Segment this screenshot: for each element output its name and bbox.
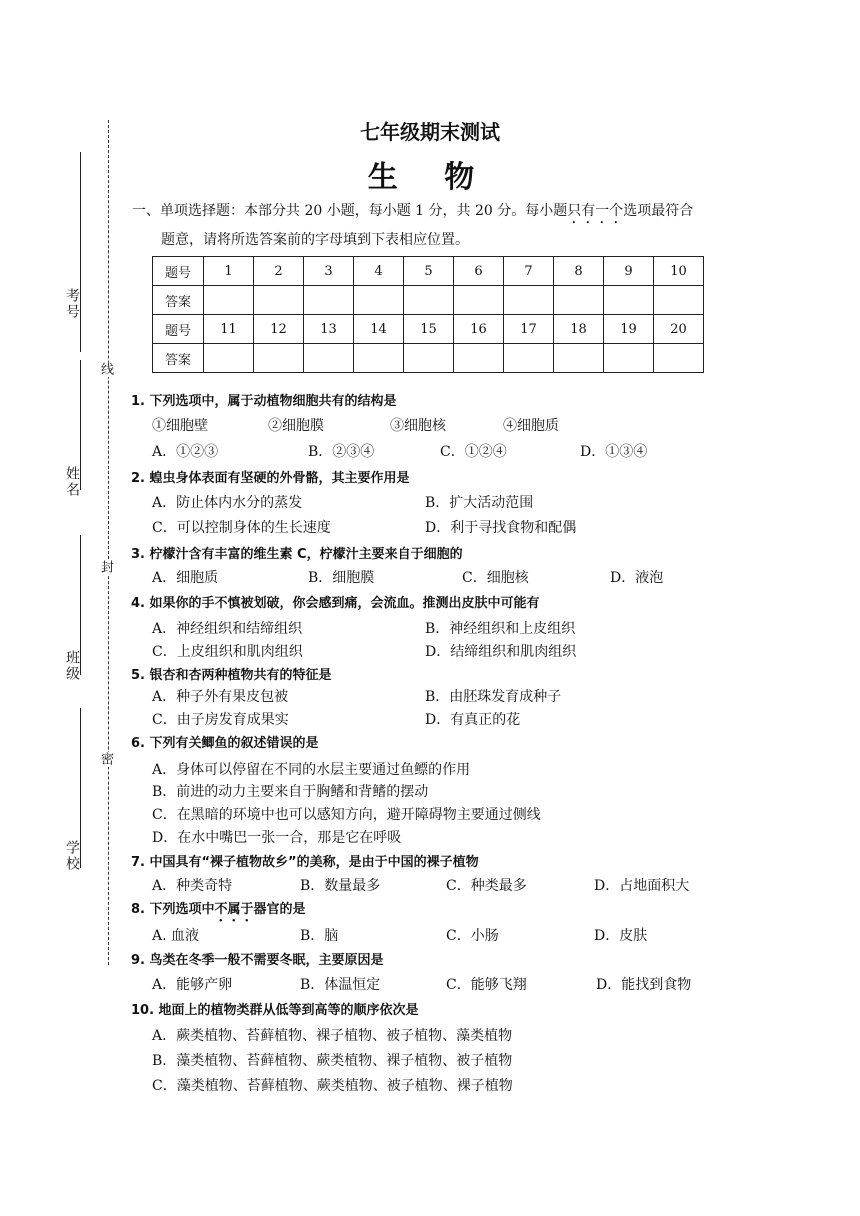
q8-option-a[interactable]: A. 血液	[152, 928, 200, 944]
exam-number-label: 考号	[64, 288, 80, 320]
question-7-stem: 7. 中国具有“裸子植物故乡”的美称，是由于中国的裸子植物	[131, 855, 479, 870]
q3-option-d[interactable]: D．液泡	[610, 570, 664, 586]
question-5-stem: 5. 银杏和杏两种植物共有的特征是	[131, 668, 332, 683]
q8-stem-post: 器官的是	[253, 902, 306, 917]
q8-option-b[interactable]: B．脑	[300, 928, 339, 944]
exam-title: 七年级期末测试	[360, 120, 500, 144]
answer-cell[interactable]	[454, 286, 504, 315]
question-3-stem: 3. 柠檬汁含有丰富的维生素 C，柠檬汁主要来自于细胞的	[131, 547, 463, 562]
answer-cell[interactable]	[254, 344, 304, 373]
instructions-line2: 题意，请将所选答案前的字母填到下表相应位置。	[161, 232, 469, 248]
q7-option-b[interactable]: B．数量最多	[300, 878, 381, 894]
q5-option-c[interactable]: C．由子房发育成果实	[152, 712, 289, 728]
question-number: 6	[454, 257, 504, 286]
q2-option-a[interactable]: A．防止体内水分的蒸发	[152, 495, 303, 511]
q6-option-d[interactable]: D．在水中嘴巴一张一合，那是它在呼吸	[152, 830, 402, 846]
cut-mark-feng: 封	[98, 560, 113, 575]
school-line	[80, 708, 81, 868]
q1-option-a[interactable]: A．①②③	[152, 444, 219, 460]
table-row	[153, 315, 704, 344]
q8-stem-pre: 8. 下列选项中	[131, 902, 215, 917]
table-row	[153, 286, 704, 315]
q3-option-a[interactable]: A．细胞质	[152, 570, 219, 586]
name-label: 姓名	[64, 466, 80, 498]
answer-cell[interactable]	[204, 286, 254, 315]
question-number: 15	[404, 315, 454, 344]
answer-cell[interactable]	[554, 344, 604, 373]
answer-cell[interactable]	[254, 286, 304, 315]
q9-option-a[interactable]: A．能够产卵	[152, 977, 233, 993]
q1-item: ②细胞膜	[268, 418, 324, 434]
q10-option-a[interactable]: A．蕨类植物、苔藓植物、裸子植物、被子植物、藻类植物	[152, 1028, 513, 1044]
answer-cell[interactable]	[504, 344, 554, 373]
class-line	[80, 535, 81, 675]
question-number: 1	[204, 257, 254, 286]
answer-cell[interactable]	[454, 344, 504, 373]
class-label: 班级	[64, 650, 80, 682]
question-number: 19	[604, 315, 654, 344]
question-number: 2	[254, 257, 304, 286]
q8-option-d[interactable]: D．皮肤	[594, 928, 648, 944]
answer-cell[interactable]	[604, 286, 654, 315]
q7-option-c[interactable]: C．种类最多	[446, 878, 527, 894]
answer-cell[interactable]	[654, 344, 704, 373]
instructions-emphasis: 只有一个	[567, 203, 624, 219]
question-number: 18	[554, 315, 604, 344]
question-9-stem: 9. 鸟类在冬季一般不需要冬眠，主要原因是	[131, 953, 384, 968]
answer-table	[152, 256, 704, 373]
question-number: 5	[404, 257, 454, 286]
q1-item: ③细胞核	[390, 418, 446, 434]
q6-option-c[interactable]: C．在黑暗的环境中也可以感知方向，避开障碍物主要通过侧线	[152, 807, 541, 823]
q3-option-c[interactable]: C．细胞核	[462, 570, 529, 586]
q4-option-a[interactable]: A．神经组织和结缔组织	[152, 621, 303, 637]
q10-option-b[interactable]: B．藻类植物、苔藓植物、蕨类植物、裸子植物、被子植物	[152, 1053, 513, 1069]
section-instructions	[132, 198, 732, 253]
instructions-line1-pre: 一、单项选择题：本部分共 20 小题，每小题 1 分，共 20 分。每小题	[132, 203, 568, 219]
answer-cell[interactable]	[654, 286, 704, 315]
row-header: 答案	[153, 344, 204, 373]
question-number: 17	[504, 315, 554, 344]
answer-cell[interactable]	[604, 344, 654, 373]
q5-option-d[interactable]: D．有真正的花	[425, 712, 521, 728]
question-2-stem: 2. 蝗虫身体表面有坚硬的外骨骼，其主要作用是	[131, 471, 410, 486]
name-line	[80, 360, 81, 490]
q1-item: ①细胞壁	[152, 418, 208, 434]
answer-cell[interactable]	[404, 286, 454, 315]
q1-option-d[interactable]: D．①③④	[580, 444, 648, 460]
q3-option-b[interactable]: B．细胞膜	[308, 570, 375, 586]
answer-cell[interactable]	[354, 286, 404, 315]
question-number: 16	[454, 315, 504, 344]
question-number: 3	[304, 257, 354, 286]
answer-cell[interactable]	[504, 286, 554, 315]
cut-mark-mi: 密	[98, 752, 113, 767]
question-6-stem: 6. 下列有关鲫鱼的叙述错误的是	[131, 736, 319, 751]
cut-mark-xian: 线	[98, 362, 113, 377]
cut-line	[108, 120, 109, 965]
q6-option-b[interactable]: B．前进的动力主要来自于胸鳍和背鳍的摆动	[152, 784, 429, 800]
q2-option-b[interactable]: B．扩大活动范围	[425, 495, 534, 511]
row-header: 答案	[153, 286, 204, 315]
q1-option-c[interactable]: C．①②④	[440, 444, 507, 460]
q9-option-c[interactable]: C．能够飞翔	[446, 977, 527, 993]
q1-option-b[interactable]: B．②③④	[308, 444, 375, 460]
question-number: 12	[254, 315, 304, 344]
question-number: 10	[654, 257, 704, 286]
q4-option-c[interactable]: C．上皮组织和肌肉组织	[152, 644, 303, 660]
question-number: 13	[304, 315, 354, 344]
q4-option-d[interactable]: D．结缔组织和肌肉组织	[425, 644, 577, 660]
question-number: 9	[604, 257, 654, 286]
table-row	[153, 344, 704, 373]
q2-option-d[interactable]: D．利于寻找食物和配偶	[425, 520, 577, 536]
q7-option-d[interactable]: D．占地面积大	[594, 878, 690, 894]
q4-option-b[interactable]: B．神经组织和上皮组织	[425, 621, 576, 637]
question-number: 8	[554, 257, 604, 286]
table-row	[153, 257, 704, 286]
question-number: 11	[204, 315, 254, 344]
row-header: 题号	[153, 257, 204, 286]
q9-option-d[interactable]: D．能找到食物	[596, 977, 692, 993]
q5-option-a[interactable]: A．种子外有果皮包被	[152, 689, 289, 705]
question-number: 14	[354, 315, 404, 344]
q8-option-c[interactable]: C．小肠	[446, 928, 499, 944]
question-8-stem	[131, 898, 306, 925]
q7-option-a[interactable]: A．种类奇特	[152, 878, 233, 894]
q1-item: ④细胞质	[503, 418, 559, 434]
question-1-stem: 1. 下列选项中，属于动植物细胞共有的结构是	[131, 394, 397, 409]
q2-option-c[interactable]: C．可以控制身体的生长速度	[152, 520, 331, 536]
q5-option-b[interactable]: B．由胚珠发育成种子	[425, 689, 562, 705]
answer-cell[interactable]	[304, 286, 354, 315]
answer-cell[interactable]	[304, 344, 354, 373]
q6-option-a[interactable]: A．身体可以停留在不同的水层主要通过鱼鳔的作用	[152, 762, 471, 778]
question-number: 20	[654, 315, 704, 344]
question-4-stem: 4. 如果你的手不慎被划破，你会感到痛，会流血。推测出皮肤中可能有	[131, 596, 540, 611]
school-label: 学校	[64, 840, 80, 872]
answer-cell[interactable]	[554, 286, 604, 315]
answer-cell[interactable]	[354, 344, 404, 373]
answer-cell[interactable]	[404, 344, 454, 373]
q10-option-c[interactable]: C．藻类植物、苔藓植物、蕨类植物、被子植物、裸子植物	[152, 1078, 513, 1094]
instructions-line1-post: 选项最符合	[623, 203, 694, 219]
q8-stem-emphasis: 不属于	[214, 902, 254, 917]
question-10-stem: 10. 地面上的植物类群从低等到高等的顺序依次是	[131, 1003, 419, 1018]
answer-cell[interactable]	[204, 344, 254, 373]
question-number: 4	[354, 257, 404, 286]
subject-title: 生 物	[367, 160, 493, 195]
question-number: 7	[504, 257, 554, 286]
q9-option-b[interactable]: B．体温恒定	[300, 977, 381, 993]
row-header: 题号	[153, 315, 204, 344]
